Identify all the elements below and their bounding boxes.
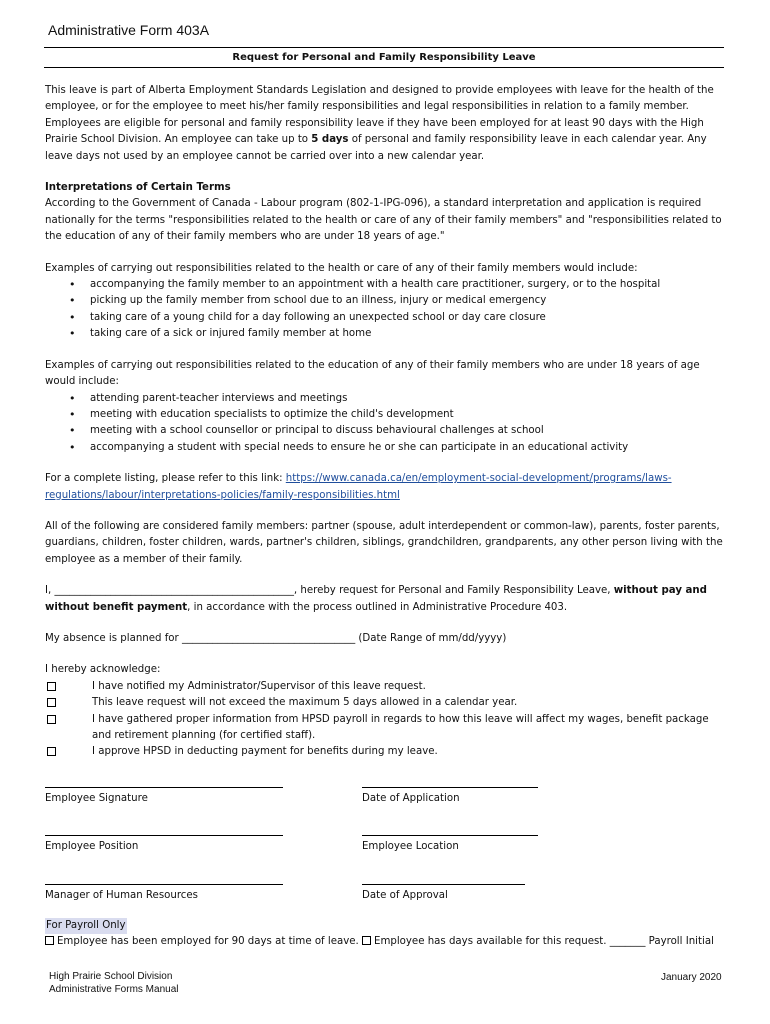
absence-prefix: My absence is planned for (45, 632, 179, 644)
payroll-row (45, 934, 730, 950)
acknowledge-item (45, 712, 730, 745)
footer-date: January 2020 (661, 972, 722, 983)
footer-left (49, 970, 178, 996)
list-item: • taking care of a sick or injured family member at home (45, 326, 730, 342)
list-item: • accompanying a student with special needs to ensure he or she can participate in an educational activity (45, 440, 730, 456)
education-examples-list (45, 391, 730, 457)
signature-label: Manager of Human Resources (45, 889, 198, 901)
acknowledge-checkbox[interactable] (47, 682, 56, 691)
payroll-initial-label: Payroll Initial (648, 936, 714, 948)
payroll-option-1: Employee has been employed for 90 days at time of leave. (57, 936, 359, 948)
health-examples-lead: Examples of carrying out responsibilities related to the health or care of any of their family members would include: (45, 262, 638, 274)
acknowledge-item (45, 744, 730, 760)
list-item: • taking care of a young child for a day following an unexpected school or day care closure (45, 310, 730, 326)
intro-text-end: of personal and family responsibility leave in each calendar year. Any leave days not used by an employee cannot be carried over into a new calendar year. (45, 134, 707, 162)
acknowledge-checkbox[interactable] (47, 747, 56, 756)
employee-name-field[interactable]: _______________________________________________ (54, 585, 294, 597)
acknowledge-text: I approve HPSD in deducting payment for benefits during my leave. (92, 746, 438, 758)
intro-days: 5 days (311, 134, 349, 146)
signature-label: Employee Signature (45, 792, 148, 804)
request-bold: without pay and without benefit payment (45, 585, 707, 613)
request-suffix: , hereby request for Personal and Family Responsibility Leave, (293, 585, 611, 597)
family-members-paragraph: All of the following are considered family members: partner (spouse, adult interdependent or common-law), parents, foster parents, guardians, children, foster children, wards, partner's children, siblings, grandchildren, grandparents, any other person living with the employee as a member of their family. (45, 520, 723, 565)
acknowledge-checkbox[interactable] (47, 715, 56, 724)
acknowledge-checkbox[interactable] (47, 698, 56, 707)
interpretations-text: According to the Government of Canada - Labour program (802-1-IPG-096), a standard interpretation and application is required nationally for the terms "responsibilities related to the health or care of any of their family members" and "responsibilities related to the education of any of their family members who are under 18 years of age." (45, 198, 722, 243)
footer-manual: Administrative Forms Manual (49, 984, 179, 995)
absence-paragraph (45, 631, 730, 647)
employee-signature-field[interactable] (45, 781, 283, 788)
employee-position-field[interactable] (45, 829, 283, 836)
interpretations-heading: Interpretations of Certain Terms (45, 182, 231, 194)
employee-location-field[interactable] (362, 829, 538, 836)
days-available-checkbox[interactable] (362, 936, 371, 945)
list-item: • meeting with education specialists to optimize the child's development (45, 407, 730, 423)
health-examples-list (45, 277, 730, 343)
form-body (45, 83, 730, 951)
signature-row (45, 829, 730, 855)
manager-signature-field[interactable] (45, 878, 283, 885)
signature-row (45, 781, 730, 807)
signature-label: Employee Location (362, 841, 459, 853)
list-item: • picking up the family member from school due to an illness, injury or medical emergency (45, 293, 730, 309)
acknowledge-item (45, 695, 730, 711)
signature-label: Date of Application (362, 792, 460, 804)
payroll-option-2: Employee has days available for this request. (374, 936, 607, 948)
payroll-title: For Payroll Only (45, 918, 127, 934)
acknowledge-lead: I hereby acknowledge: (45, 664, 161, 676)
signature-label: Date of Approval (362, 889, 448, 901)
absence-suffix: (Date Range of mm/dd/yyyy) (358, 632, 507, 644)
payroll-initial-field[interactable]: _______ (609, 936, 646, 948)
form-title: Request for Personal and Family Responsibility Leave (44, 47, 724, 68)
request-prefix: I, (45, 585, 52, 597)
family-responsibilities-link[interactable]: https://www.canada.ca/en/employment-social-development/programs/laws-regulations/labour/interpretations-policies/family-responsibilities.html (45, 473, 672, 501)
list-item: • attending parent-teacher interviews and meetings (45, 391, 730, 407)
acknowledge-text: This leave request will not exceed the maximum 5 days allowed in a calendar year. (92, 697, 518, 709)
approval-date-field[interactable] (362, 878, 525, 885)
list-item: • accompanying the family member to an appointment with a health care practitioner, surgery, or to the hospital (45, 277, 730, 293)
acknowledge-text: I have notified my Administrator/Supervisor of this leave request. (92, 680, 426, 692)
signature-row (45, 878, 730, 904)
intro-text: This leave is part of Alberta Employment Standards Legislation and designed to provide employees with leave for the health of the employee, or for the employee to meet his/her family responsibilities and legal responsibilities in relation to a family member. Employees are eligible for personal and family responsibility leave if they have been employed for at least 90 days with the High Prairie School Division. An employee can take up to (45, 85, 714, 146)
request-end: , in accordance with the process outlined in Administrative Procedure 403. (187, 601, 568, 613)
form-id: Administrative Form 403A (48, 22, 210, 38)
employed-90-days-checkbox[interactable] (45, 936, 54, 945)
education-examples-lead: Examples of carrying out responsibilities related to the education of any of their family members who are under 18 years of age would include: (45, 359, 700, 388)
intro-paragraph (45, 83, 730, 165)
list-item: • meeting with a school counsellor or principal to discuss behavioural challenges at school (45, 423, 730, 439)
footer-org: High Prairie School Division (49, 971, 173, 982)
acknowledge-item (45, 679, 730, 695)
listing-text: For a complete listing, please refer to this link: (45, 473, 283, 485)
listing-paragraph (45, 471, 730, 504)
acknowledge-text: I have gathered proper information from HPSD payroll in regards to how this leave will affect my wages, benefit package and retirement planning (for certified staff). (92, 713, 709, 741)
request-paragraph (45, 583, 730, 616)
absence-date-field[interactable]: __________________________________ (181, 632, 356, 644)
signature-label: Employee Position (45, 841, 139, 853)
application-date-field[interactable] (362, 781, 538, 788)
